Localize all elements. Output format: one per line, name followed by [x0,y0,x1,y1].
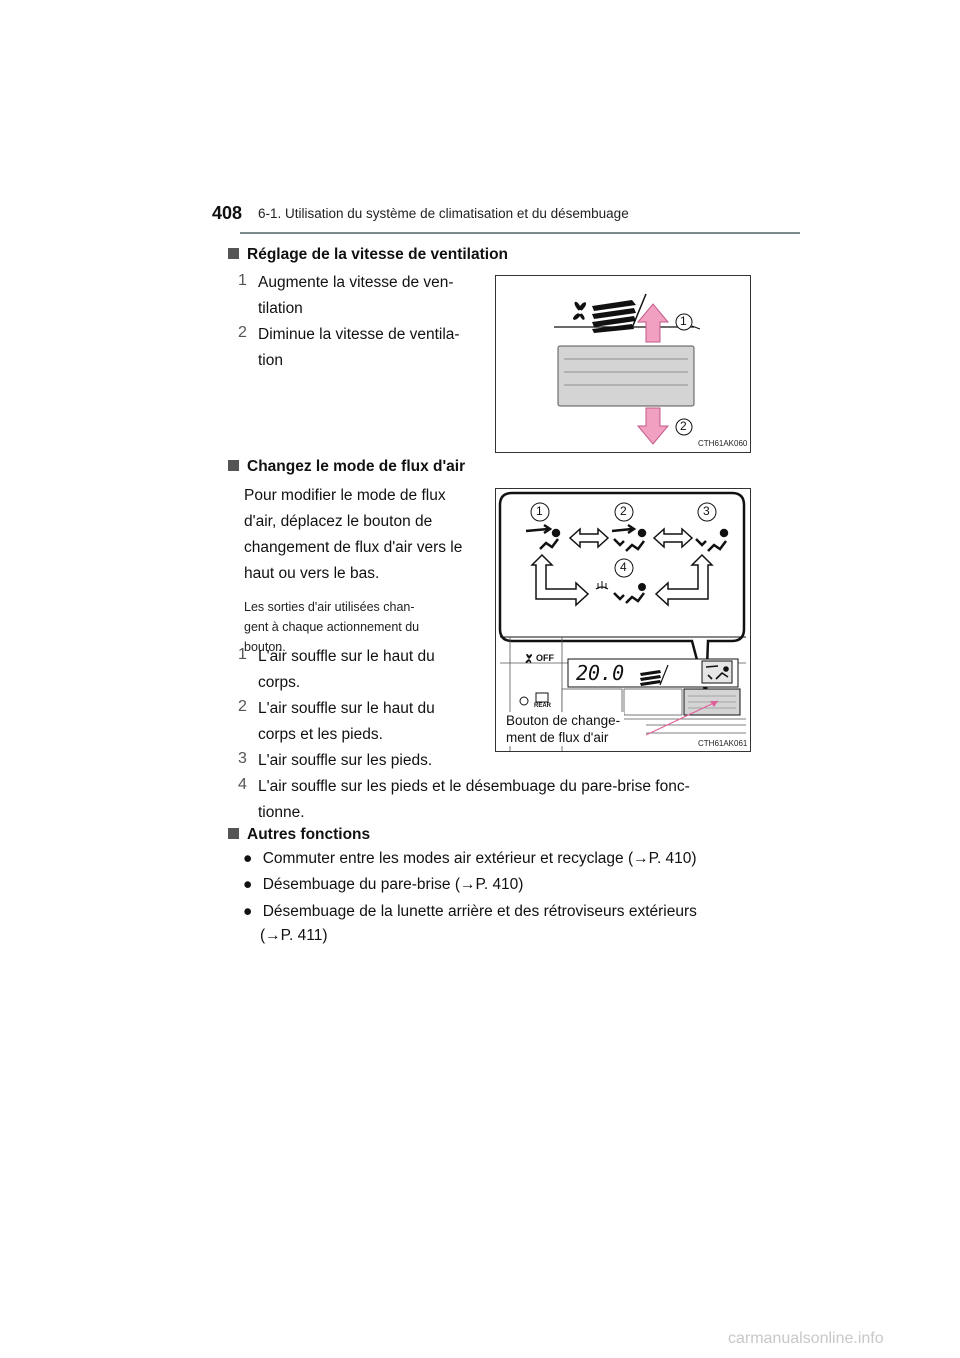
figure-label-1: 1 [680,314,687,328]
other-bullet-2 [243,876,753,894]
item-text-line: L'air souffle sur les pieds. [258,752,433,769]
item-text-line: tionne. [258,804,305,821]
intro-line: d'air, déplacez le bouton de [244,513,433,530]
airflow-item-2 [238,696,478,748]
figure-label-3: 3 [703,504,710,518]
item-text-line: tion [258,352,283,369]
bullet-dot-icon: ● [243,876,253,893]
item-text-line: L'air souffle sur les pieds et le désembuage du pare-brise fonc- [258,778,690,795]
airflow-intro [244,483,478,587]
bullet-dot-icon: ● [243,850,253,867]
item-number: 1 [238,272,247,289]
note-line: Les sorties d'air utilisées chan- [244,600,415,614]
up-arrow-icon [638,304,668,342]
square-bullet-icon [228,828,239,839]
temp-display: 20.0 [576,661,625,685]
intro-line: changement de flux d'air vers le [244,539,463,556]
item-text-line: Diminue la vitesse de ventila- [258,326,460,343]
intro-line: Pour modifier le mode de flux [244,487,446,504]
item-number: 3 [238,750,247,767]
item-text-line: Augmente la vitesse de ven- [258,274,454,291]
item-text-line: L'air souffle sur le haut du [258,648,435,665]
other-title: Autres fonctions [247,826,371,843]
off-label: OFF [536,653,554,663]
bullet-text-cont: (→P. 411) [260,927,328,944]
note-line: bouton. [244,640,286,654]
airflow-item-4 [238,774,748,826]
item-number: 2 [238,698,247,715]
fan-speed-bars-icon [592,300,636,333]
rear-defrost-icon [536,693,548,702]
item-text-line: corps. [258,674,301,691]
figure-label-4: 4 [620,560,627,574]
section-title: 6-1. Utilisation du système de climatisation et du désembuage [258,206,629,221]
square-bullet-icon [228,248,239,259]
down-arrow-icon [638,408,668,444]
fan-speed-heading [228,246,508,264]
figure-label-1: 1 [536,504,543,518]
callout-label [502,712,624,746]
fan-speed-item-1 [238,270,478,322]
figure-label-2: 2 [680,419,687,433]
item-number: 4 [238,776,247,793]
note-line: gent à chaque actionnement du [244,620,420,634]
item-text-line: corps et les pieds. [258,726,383,743]
airflow-heading [228,458,465,476]
other-bullet-3 [243,900,753,948]
rear-label: REAR [534,703,552,709]
callout-line: ment de flux d'air [506,730,609,745]
fan-speed-item-2 [238,322,478,374]
intro-line: haut ou vers le bas. [244,565,380,582]
figure-label-2: 2 [620,504,627,518]
fan-off-icon [526,654,533,663]
square-bullet-icon [228,460,239,471]
item-number: 1 [238,646,247,663]
watermark: carmanualsonline.info [728,1330,884,1347]
airflow-title: Changez le mode de flux d'air [247,458,466,475]
item-text-line: L'air souffle sur le haut du [258,700,435,717]
airflow-figure [495,488,751,752]
other-bullet-1 [243,850,753,868]
bullet-text: Désembuage du pare-brise (→P. 410) [262,876,524,893]
other-heading [228,826,370,844]
airflow-item-3 [238,748,478,774]
header-rule [240,232,800,234]
fan-speed-illustration [496,276,750,452]
fan-speed-title: Réglage de la vitesse de ventilation [247,246,509,263]
bullet-dot-icon: ● [243,903,253,920]
airflow-item-1 [238,644,478,696]
bullet-text: Commuter entre les modes air extérieur et recyclage (→P. 410) [262,850,697,867]
item-text-line: tilation [258,300,303,317]
figure-code: CTH61AK060 [698,439,748,448]
figure-code: CTH61AK061 [698,739,748,748]
item-number: 2 [238,324,247,341]
page-number: 408 [212,203,243,223]
callout-line: Bouton de change- [506,713,621,728]
fan-icon [573,302,586,320]
fan-speed-figure [495,275,751,453]
bullet-text: Désembuage de la lunette arrière et des rétroviseurs extérieurs [262,903,697,920]
